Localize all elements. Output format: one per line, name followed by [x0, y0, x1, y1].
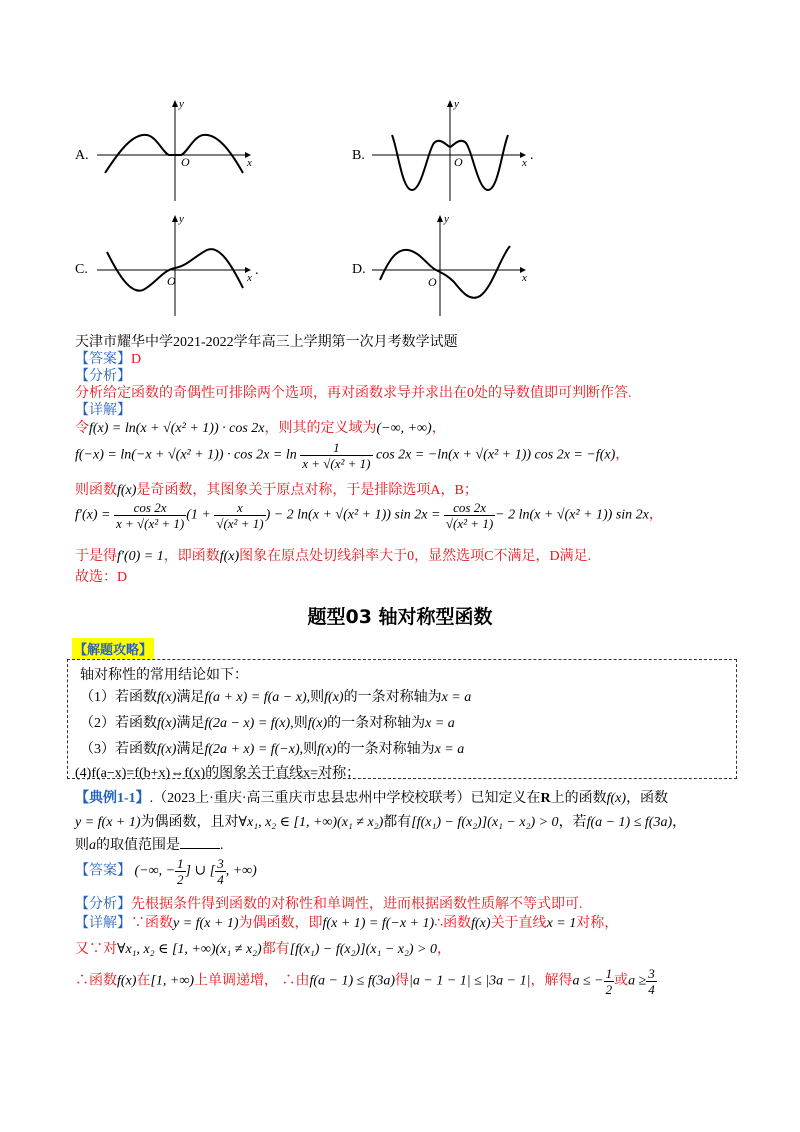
curve-d	[380, 246, 510, 298]
answer2-line: 【答案】 (−∞, − $\frac{1}{2}$ ] ∪ [ $\frac{3}{4}$ , +∞)	[75, 856, 257, 887]
svg-text:O: O	[428, 275, 437, 289]
graph-d	[370, 210, 540, 320]
example-line-2: y = f(x + 1)为偶函数，且对∀x₁, x₂ ∈ [1, +∞)(x₁ ≠ x₂)都有[f(x₁) − f(x₂)](x₁ − x₂) > 0，若f(a − 1) ≤ f(3a)，	[75, 815, 687, 830]
detail2-line-3: ∴函数f(x)在[1, +∞)上单调递增， ∴由f(a − 1) ≤ f(3a)得|a − 1 − 1| ≤ |3a − 1|，解得a ≤ − $\frac{1}{2}$ 或a ≥ $\frac{3}{4}$	[75, 966, 655, 997]
svg-text:.: .	[255, 263, 259, 278]
x-label: x	[247, 157, 252, 169]
option-c-label: C.	[75, 262, 88, 277]
graph-a	[95, 95, 265, 205]
detail-line-1: 令f(x) = ln(x + √(x² + 1)) · cos 2x，则其的定义域为(−∞, +∞)，	[75, 421, 446, 436]
svg-text:O: O	[167, 274, 176, 288]
box-item-3: （3）若函数f(x)满足f(2a + x) = f(−x),则f(x)的一条对称轴为x = a	[80, 742, 465, 757]
detail-line-4: f′(x) = $\frac{\cos 2x}{\text{x + √(x² + 1)}}$ (1 + $\frac{x}{\text{√(x² + 1)}}$ ) − 2 ln(x + √(x² + 1)) sin 2x = $\frac{\cos 2x}{\text{√(x² + 1)}}$ − 2 ln(x + √(x² + 1)) sin 2x，	[75, 500, 663, 531]
section-title: 题型03 轴对称型函数	[307, 606, 493, 628]
answer-value: D	[131, 352, 142, 367]
option-d-label: D.	[352, 262, 366, 277]
strategy-badge: 【解题攻略】	[72, 638, 154, 659]
detail-label: 【详解】	[75, 403, 131, 418]
y-axis-arrow	[172, 100, 178, 107]
box-intro: 轴对称性的常用结论如下：	[80, 668, 248, 683]
y-label: y	[179, 98, 184, 110]
detail-line-5: 于是得f′(0) = 1，即函数f(x)图象在原点处切线斜率大于0，显然选项C不满足，D满足.	[75, 549, 592, 564]
detail-line-6: 故选：D	[75, 570, 128, 585]
option-a-label: A.	[75, 148, 89, 163]
box-item-1: （1）若函数f(x)满足f(a + x) = f(a − x),则f(x)的一条对称轴为x = a	[80, 690, 472, 705]
graph-b	[370, 95, 540, 205]
source-line: 天津市耀华中学2021-2022学年高三上学期第一次月考数学试题	[75, 335, 458, 350]
detail-line-2: f(−x) = ln(−x + √(x² + 1)) · cos 2x = ln $\frac{1}{\text{x + √(x² + 1)}}$ cos 2x = −ln(x + √(x² + 1)) cos 2x = −f(x)，	[75, 440, 630, 471]
detail2-line-1: 【详解】∵函数y = f(x + 1)为偶函数，即f(x + 1) = f(−x + 1)∴函数f(x)关于直线x = 1对称，	[75, 916, 619, 931]
option-b-label: B.	[352, 148, 365, 163]
graph-c	[95, 210, 265, 320]
svg-text:.: .	[530, 148, 534, 163]
blank-line	[180, 836, 220, 849]
example-line-1: 【典例1-1】.（2023上·重庆·高三重庆市忠县忠州中学校校联考）已知定义在R上的函数f(x)，函数	[75, 791, 669, 806]
svg-text:x: x	[522, 272, 527, 284]
svg-text:O: O	[454, 155, 463, 169]
svg-text:x: x	[522, 157, 527, 169]
box-item-2: （2）若函数f(x)满足f(2a − x) = f(x),则f(x)的一条对称轴为x = a	[80, 716, 455, 731]
analysis2-line: 【分析】先根据条件得到函数的对称性和单调性，进而根据函数性质解不等式即可.	[75, 897, 583, 912]
detail-line-3: 则函数f(x)是奇函数，其图象关于原点对称，于是排除选项A，B；	[75, 483, 478, 498]
svg-text:y: y	[454, 98, 459, 110]
analysis-label: 【分析】	[75, 369, 131, 384]
origin-label: O	[181, 155, 190, 169]
example-line-3: 则a的取值范围是 .	[75, 838, 224, 853]
svg-text:x: x	[247, 272, 252, 284]
analysis-text: 分析给定函数的奇偶性可排除两个选项，再对函数求导并求出在0处的导数值即可判断作答.	[75, 386, 632, 401]
svg-text:y: y	[179, 213, 184, 225]
curve-a	[105, 135, 243, 173]
detail2-line-2: 又∵对∀x₁, x₂ ∈ [1, +∞)(x₁ ≠ x₂)都有[f(x₁) − f(x₂)](x₁ − x₂) > 0，	[75, 942, 452, 957]
box-item-4: (4)f(a−x)=f(b+x)⇔f(x)的图象关于直线x=对称；	[75, 766, 361, 781]
answer-label: 【答案】	[75, 352, 131, 367]
svg-text:y: y	[444, 213, 449, 225]
